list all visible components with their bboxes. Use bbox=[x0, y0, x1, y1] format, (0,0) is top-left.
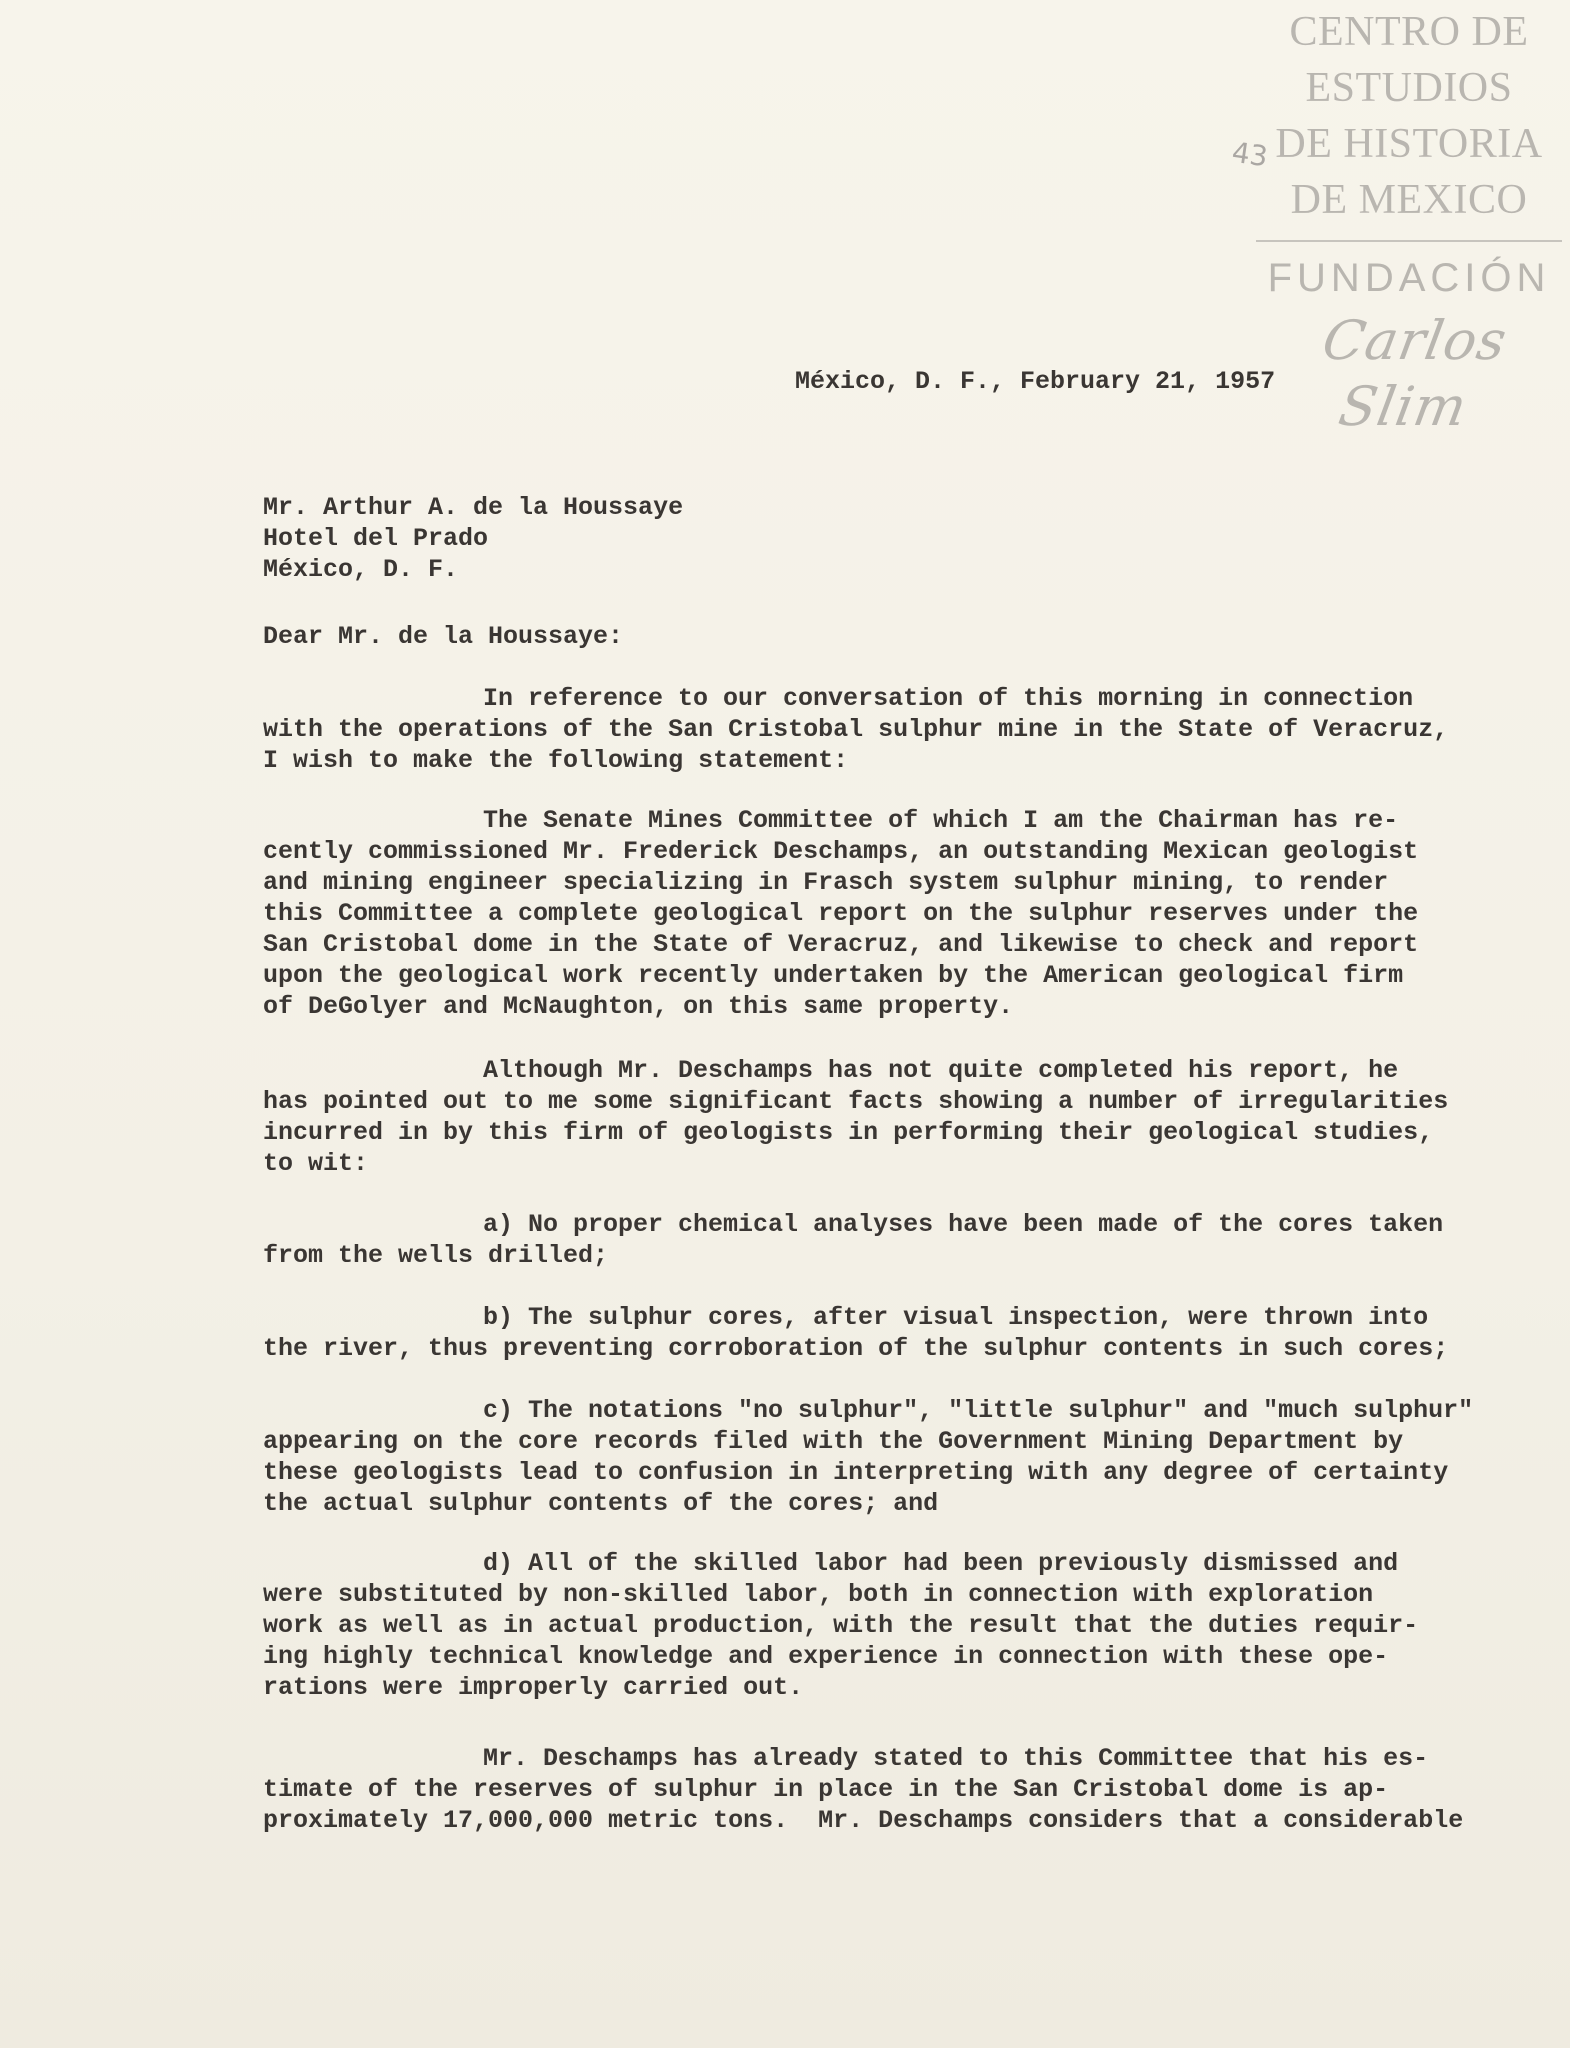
paragraph-2 bbox=[263, 805, 1418, 1022]
paragraph-line: to wit: bbox=[263, 1149, 369, 1178]
paragraph-line: proximately 17,000,000 metric tons. Mr. Deschamps considers that a considerable bbox=[263, 1806, 1464, 1835]
paragraph-line: ing highly technical knowledge and experience in connection with these ope- bbox=[263, 1642, 1389, 1671]
address-line-1: Mr. Arthur A. de la Houssaye bbox=[263, 493, 684, 522]
watermark-signature: Carlos Slim bbox=[1317, 309, 1512, 438]
watermark-foundation: FUNDACIÓN bbox=[1267, 256, 1551, 300]
paragraph-line: has pointed out to me some significant facts showing a number of irregularities bbox=[263, 1087, 1449, 1116]
paragraph-line: d) All of the skilled labor had been previously dismissed and bbox=[483, 1549, 1399, 1578]
paragraph-line: with the operations of the San Cristobal sulphur mine in the State of Veracruz, bbox=[263, 715, 1449, 744]
paragraph-line: a) No proper chemical analyses have been made of the cores taken bbox=[483, 1210, 1444, 1239]
letter-date: México, D. F., February 21, 1957 bbox=[795, 367, 1276, 396]
paragraph-line: the river, thus preventing corroboration of the sulphur contents in such cores; bbox=[263, 1334, 1449, 1363]
salutation: Dear Mr. de la Houssaye: bbox=[263, 622, 624, 651]
paragraph-line: these geologists lead to confusion in interpreting with any degree of certainty bbox=[263, 1458, 1449, 1487]
paragraph-1 bbox=[263, 683, 1448, 776]
paragraph-line: of DeGolyer and McNaughton, on this same property. bbox=[263, 992, 1014, 1021]
paragraph-line: from the wells drilled; bbox=[263, 1241, 609, 1270]
paragraph-line: The Senate Mines Committee of which I am the Chairman has re- bbox=[483, 806, 1399, 835]
archive-watermark bbox=[1256, 4, 1562, 440]
paragraph-line: I wish to make the following statement: bbox=[263, 746, 849, 775]
paragraph-line: Mr. Deschamps has already stated to this Committee that his es- bbox=[483, 1744, 1429, 1773]
paragraph-line: this Committee a complete geological report on the sulphur reserves under the bbox=[263, 899, 1419, 928]
paragraph-line: San Cristobal dome in the State of Veracruz, and likewise to check and report bbox=[263, 930, 1419, 959]
watermark-divider bbox=[1256, 240, 1562, 242]
paragraph-3 bbox=[263, 1055, 1448, 1179]
paragraph-line: Although Mr. Deschamps has not quite completed his report, he bbox=[483, 1056, 1399, 1085]
paragraph-final bbox=[263, 1743, 1463, 1836]
paragraph-line: work as well as in actual production, with the result that the duties requir- bbox=[263, 1611, 1419, 1640]
paragraph-line: timate of the reserves of sulphur in place in the San Cristobal dome is ap- bbox=[263, 1775, 1389, 1804]
item-a bbox=[263, 1209, 1443, 1271]
address-line-3: México, D. F. bbox=[263, 555, 459, 584]
paragraph-line: b) The sulphur cores, after visual inspection, were thrown into bbox=[483, 1303, 1429, 1332]
paragraph-line: the actual sulphur contents of the cores; and bbox=[263, 1489, 939, 1518]
paragraph-line: upon the geological work recently undertaken by the American geological firm bbox=[263, 961, 1404, 990]
item-d bbox=[263, 1548, 1418, 1703]
paragraph-line: were substituted by non-skilled labor, both in connection with exploration bbox=[263, 1580, 1374, 1609]
paragraph-line: incurred in by this firm of geologists in performing their geological studies, bbox=[263, 1118, 1434, 1147]
paragraph-line: rations were improperly carried out. bbox=[263, 1673, 804, 1702]
item-c bbox=[263, 1395, 1473, 1519]
recipient-address bbox=[263, 492, 683, 585]
paragraph-line: and mining engineer specializing in Frasch system sulphur mining, to render bbox=[263, 868, 1389, 897]
address-line-2: Hotel del Prado bbox=[263, 524, 489, 553]
item-b bbox=[263, 1302, 1448, 1364]
watermark-line-1: CENTRO DE bbox=[1289, 9, 1529, 55]
paragraph-line: appearing on the core records filed with the Government Mining Department by bbox=[263, 1427, 1404, 1456]
pencil-page-number: 43 bbox=[1229, 135, 1270, 174]
watermark-line-2: ESTUDIOS bbox=[1305, 65, 1513, 111]
watermark-line-3: DE HISTORIA bbox=[1275, 121, 1543, 167]
paragraph-line: In reference to our conversation of this morning in connection bbox=[483, 684, 1414, 713]
watermark-line-4: DE MEXICO bbox=[1290, 177, 1528, 223]
paragraph-line: cently commissioned Mr. Frederick Deschamps, an outstanding Mexican geologist bbox=[263, 837, 1419, 866]
paragraph-line: c) The notations "no sulphur", "little sulphur" and "much sulphur" bbox=[483, 1396, 1474, 1425]
